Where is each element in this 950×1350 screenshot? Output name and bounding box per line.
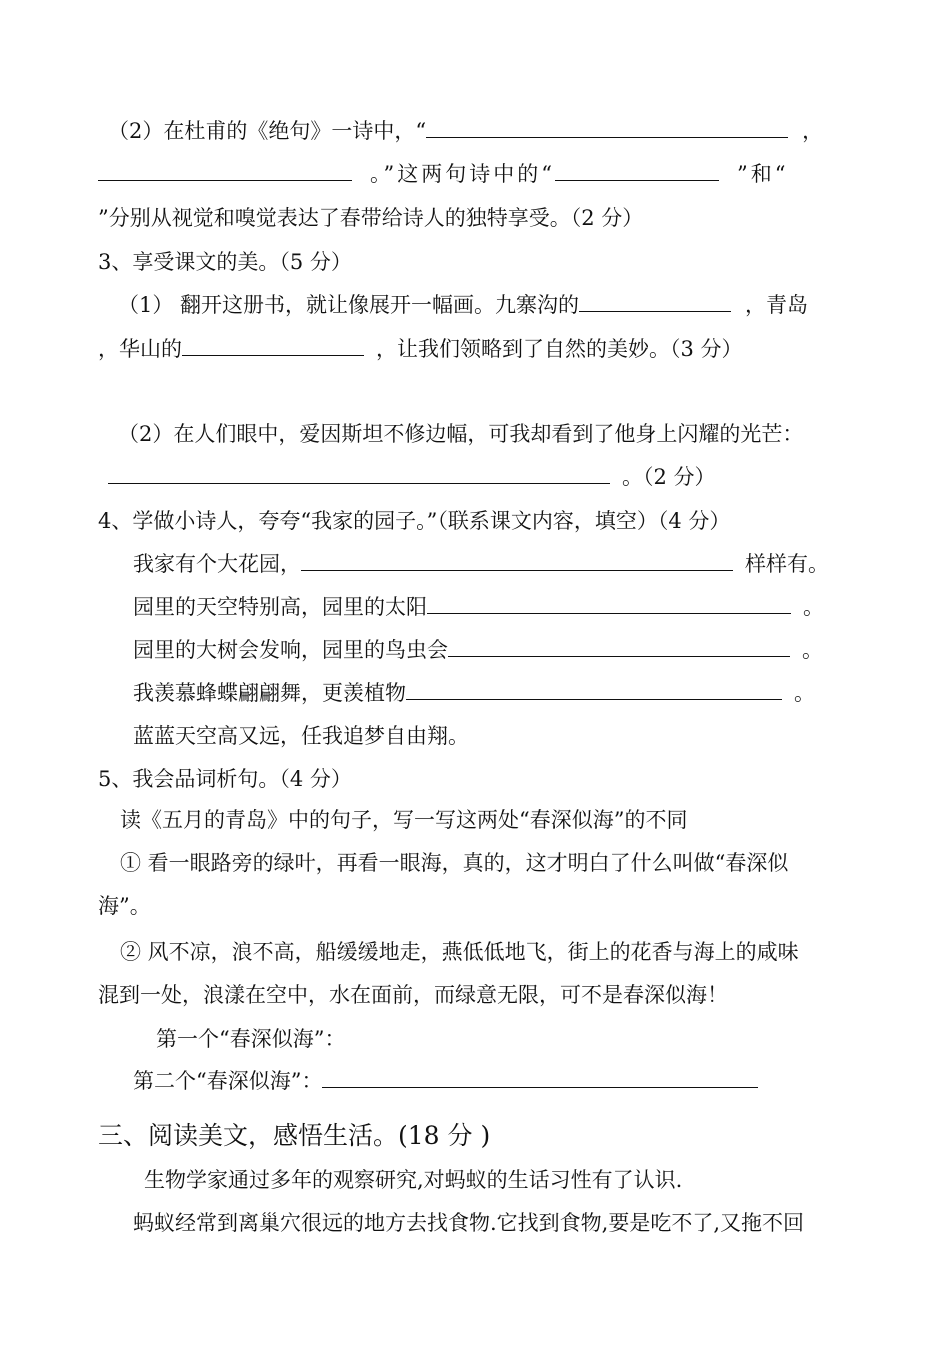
q4-line2 <box>133 593 824 621</box>
q4-l1-text-b: 样样有。 <box>745 552 829 576</box>
answer-blank[interactable] <box>98 160 352 181</box>
q5-sentence1-line2: 海”。 <box>98 894 151 918</box>
q4-l4-text-a: 我羡慕蜂蝶翩翩舞，更羡植物 <box>133 681 406 705</box>
q3-sub2-text-b: 。（2 分） <box>622 465 716 489</box>
q4-line5: 蓝蓝天空高又远，任我追梦自由翔。 <box>133 724 469 748</box>
section3-heading: 三、阅读美文，感悟生活。(18 分 ) <box>98 1121 491 1150</box>
q3-title: 3、享受课文的美。（5 分） <box>98 250 352 274</box>
answer-blank[interactable] <box>426 117 788 138</box>
answer-blank[interactable] <box>427 593 791 614</box>
q5-answer1: 第一个“春深似海”： <box>156 1027 346 1051</box>
q3-sub1-text-b: ，青岛 <box>745 293 809 317</box>
answer-blank[interactable] <box>555 160 719 181</box>
q3-sub2-line2 <box>108 463 716 491</box>
q4-line4 <box>133 679 815 707</box>
q5-answer2 <box>133 1067 758 1095</box>
q4-l3-text-a: 园里的大树会发响，园里的鸟虫会 <box>133 638 448 662</box>
q3-sub1-text-c: ，华山的 <box>98 337 182 361</box>
q4-l3-text-b: 。 <box>802 638 823 662</box>
section3-paragraph1: 生物学家通过多年的观察研究,对蚂蚁的生话习性有了认识. <box>144 1168 683 1192</box>
q5-sentence2-line1: ② 风不凉，浪不高，船缓缓地走，燕低低地飞，街上的花香与海上的咸味 <box>120 940 799 964</box>
q4-l1-text-a: 我家有个大花园， <box>133 552 301 576</box>
q4-line1 <box>133 550 829 578</box>
q5-sentence1-line1: ① 看一眼路旁的绿叶，再看一眼海，真的，这才明白了什么叫做“春深似 <box>120 851 789 875</box>
q5-intro: 读《五月的青岛》中的句子，写一写这两处“春深似海”的不同 <box>120 808 688 832</box>
q2-sub2-text-5: ”分别从视觉和嗅觉表达了春带给诗人的独特享受。（2 分） <box>98 206 644 230</box>
q2-sub2-line2 <box>98 160 788 188</box>
q2-sub2-text-3: 。”这两句诗中的“ <box>370 162 555 186</box>
q2-sub2-text-1: （2）在杜甫的《绝句》一诗中，“ <box>108 119 427 143</box>
q4-l2-text-b: 。 <box>803 595 824 619</box>
answer-blank[interactable] <box>182 335 364 356</box>
q4-title: 4、学做小诗人，夸夸“我家的园子。”（联系课文内容，填空）（4 分） <box>98 509 731 533</box>
q5-sentence2-line2: 混到一处，浪漾在空中，水在面前，而绿意无限，可不是春深似海！ <box>98 983 728 1007</box>
q3-sub1-text-a: （1） 翻开这册书，就让像展开一幅画。九寨沟的 <box>118 293 580 317</box>
q3-sub1-text-d: ，让我们领略到了自然的美妙。（3 分） <box>376 337 743 361</box>
q5-title: 5、我会品词析句。（4 分） <box>98 767 352 791</box>
answer-blank[interactable] <box>448 636 790 657</box>
q4-l4-text-b: 。 <box>794 681 815 705</box>
q2-sub2-text-4: ”和“ <box>736 162 789 186</box>
section3-paragraph2: 蚂蚁经常到离巢穴很远的地方去找食物.它找到食物,要是吃不了,又拖不回 <box>133 1211 805 1235</box>
q4-l2-text-a: 园里的天空特别高，园里的太阳 <box>133 595 427 619</box>
q3-sub1-line1 <box>118 291 808 319</box>
answer-blank[interactable] <box>108 463 610 484</box>
q5-answer2-label: 第二个“春深似海”： <box>133 1069 323 1093</box>
q2-sub2-line1 <box>108 117 823 145</box>
q2-sub2-line3 <box>98 204 643 232</box>
answer-blank[interactable] <box>406 679 782 700</box>
q3-sub1-line2 <box>98 335 743 363</box>
answer-blank[interactable] <box>579 291 731 312</box>
q3-sub2-line1: （2）在人们眼中，爱因斯坦不修边幅，可我却看到了他身上闪耀的光芒： <box>118 422 804 446</box>
q4-line3 <box>133 636 823 664</box>
answer-blank[interactable] <box>322 1067 758 1088</box>
q2-sub2-text-2: ， <box>802 119 824 143</box>
answer-blank[interactable] <box>301 550 733 571</box>
